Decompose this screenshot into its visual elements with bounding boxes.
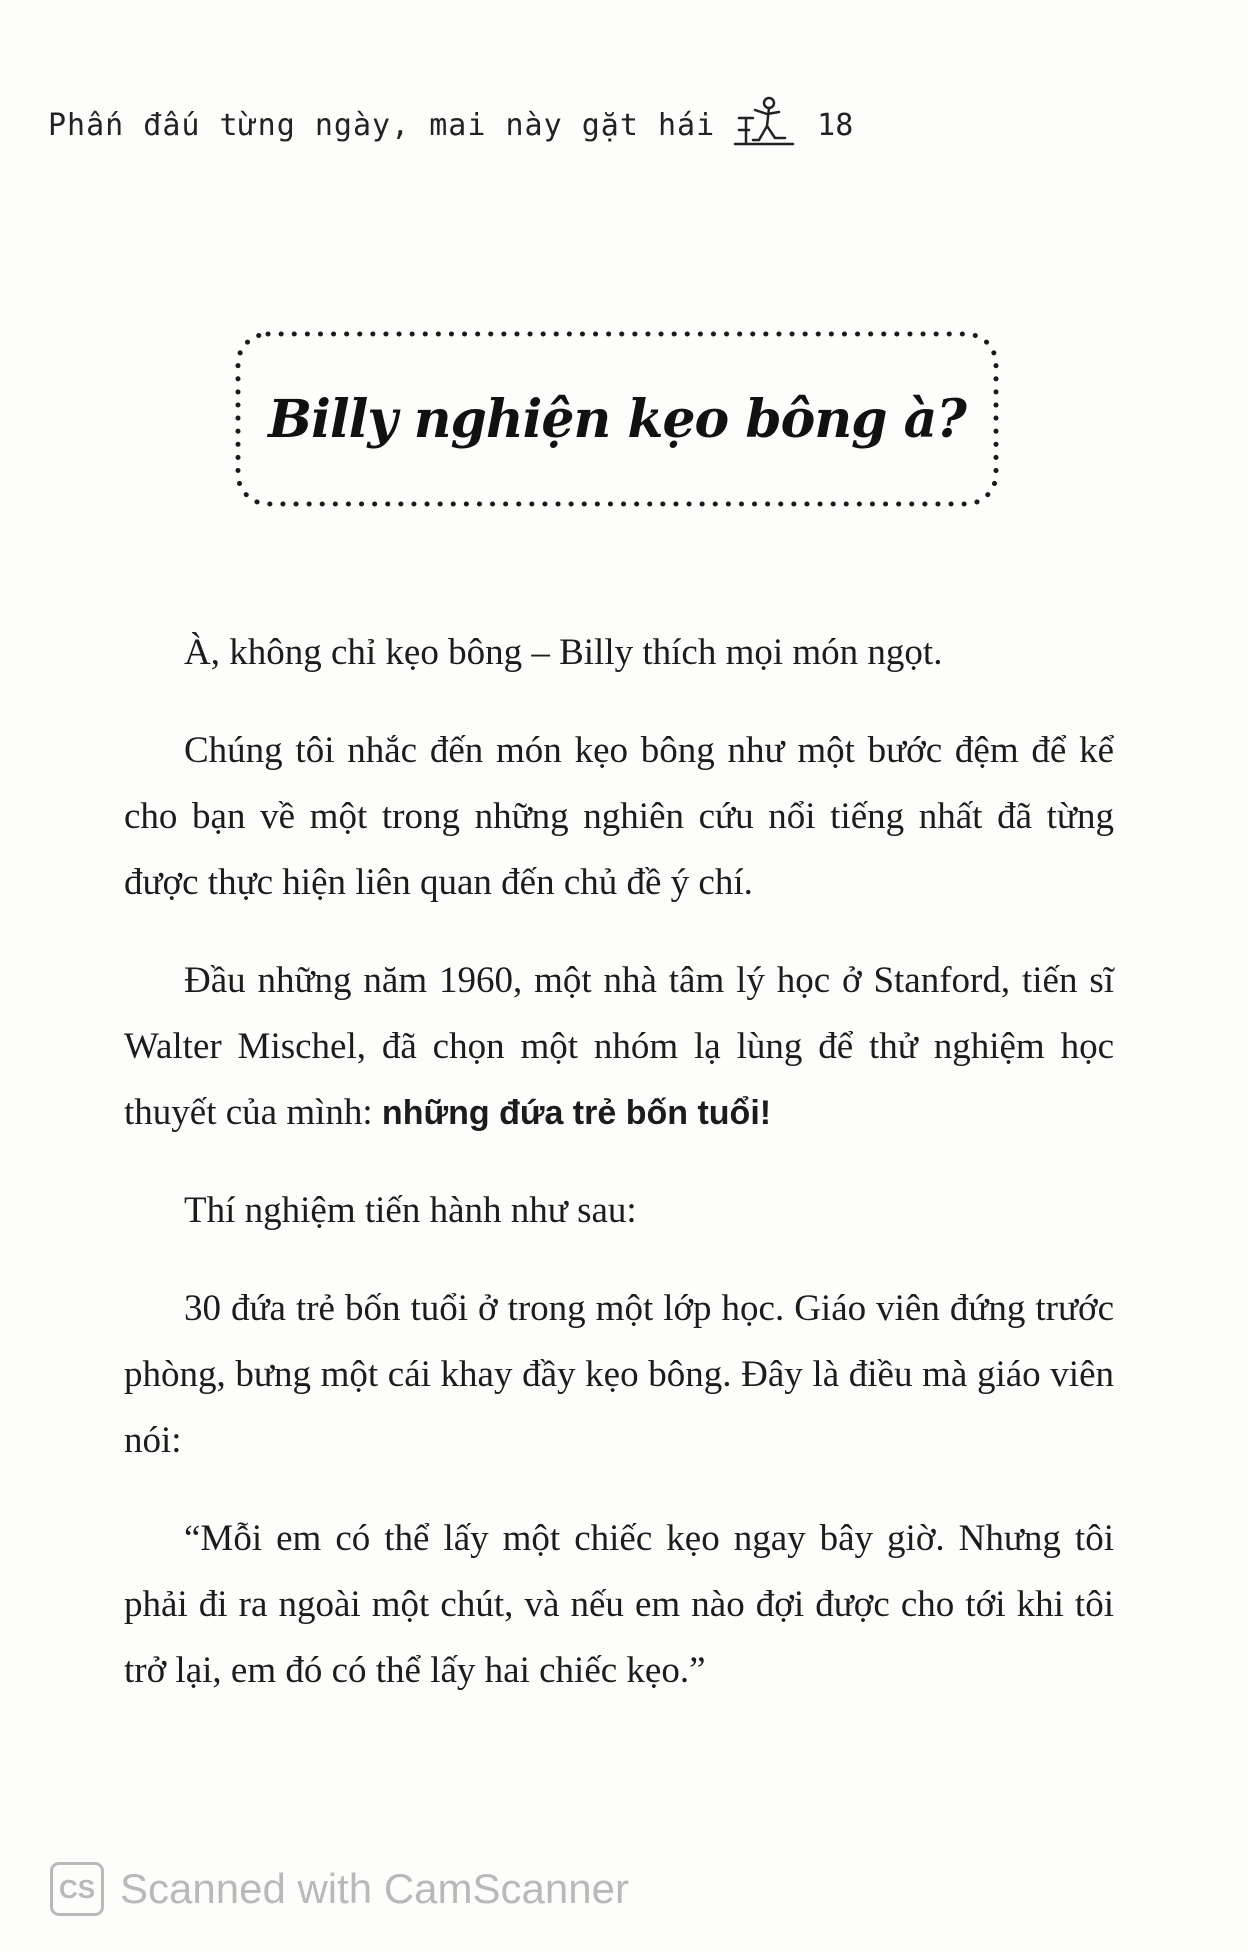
chapter-title-box <box>232 328 1002 510</box>
bold-emphasis: những đứa trẻ bốn tuổi! <box>381 1094 772 1132</box>
paragraph-text: “Mỗi em có thể lấy một chiếc kẹo ngay bây giờ. Nhưng tôi phải đi ra ngoài một chút, và nếu em nào đợi được cho tới khi tôi trở lại, em đó có thể lấy hai chiếc kẹo.” <box>124 1518 1114 1691</box>
paragraph-3 <box>124 948 1114 1146</box>
paragraph-text: Chúng tôi nhắc đến món kẹo bông như một bước đệm để kể cho bạn về một trong những nghiên cứu nổi tiếng nhất đã từng được thực hiện liên quan đến chủ đề ý chí. <box>124 730 1114 903</box>
watermark-text: Scanned with CamScanner <box>120 1865 629 1912</box>
paragraph-text: Đầu những năm 1960, một nhà tâm lý học ở Stanford, tiến sĩ Walter Mischel, đã chọn một nhóm lạ lùng để thử nghiệm học thuyết của mình: <box>124 960 1114 1133</box>
paragraph-2 <box>124 718 1114 916</box>
page-header <box>48 100 853 150</box>
body-text <box>124 620 1114 1736</box>
chapter-title: Billy nghiện kẹo bông à? <box>268 388 966 450</box>
paragraph-4 <box>124 1178 1114 1244</box>
camscanner-watermark <box>50 1862 629 1916</box>
paragraph-1 <box>124 620 1114 686</box>
camscanner-logo-icon: CS <box>50 1862 104 1916</box>
paragraph-text: Thí nghiệm tiến hành như sau: <box>184 1190 637 1231</box>
paragraph-6 <box>124 1506 1114 1704</box>
stick-figure-icon <box>729 96 799 148</box>
page-number: 18 <box>817 107 854 143</box>
running-header-title: Phấn đấu từng ngày, mai này gặt hái <box>48 107 716 143</box>
paragraph-5 <box>124 1276 1114 1474</box>
paragraph-text: 30 đứa trẻ bốn tuổi ở trong một lớp học. Giáo viên đứng trước phòng, bưng một cái khay đầy kẹo bông. Đây là điều mà giáo viên nói: <box>124 1288 1114 1461</box>
paragraph-text: À, không chỉ kẹo bông – Billy thích mọi món ngọt. <box>184 632 943 673</box>
